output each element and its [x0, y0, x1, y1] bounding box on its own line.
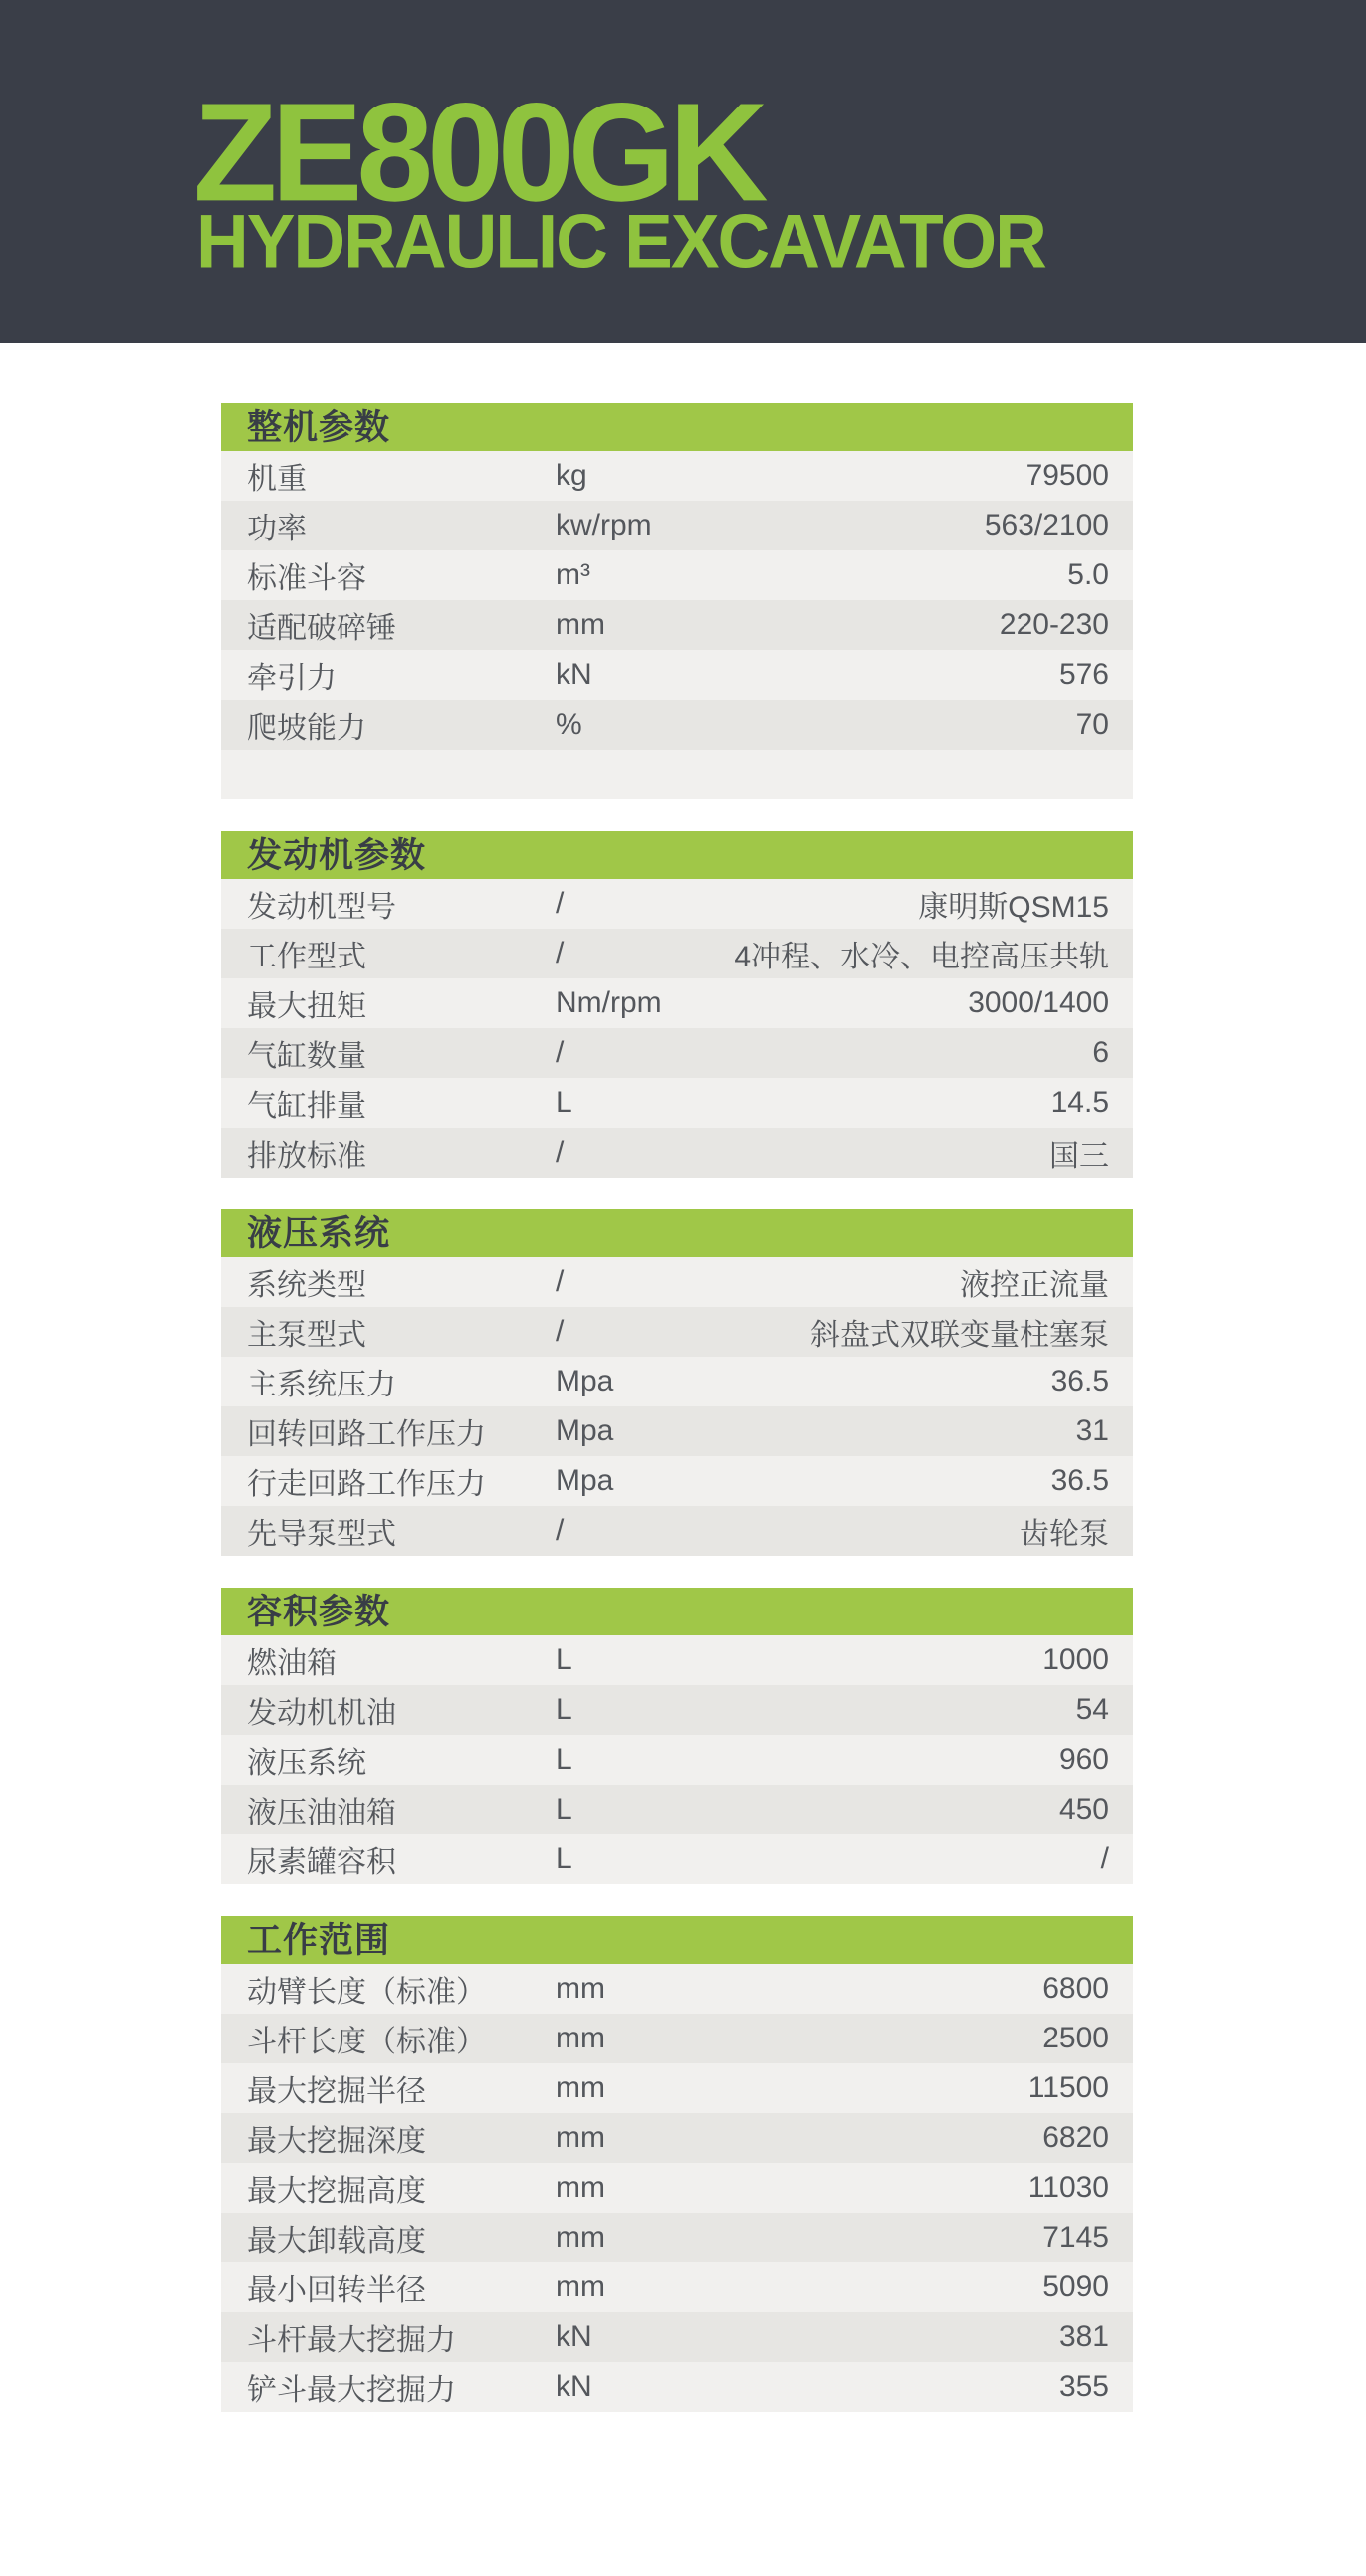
row-unit: L [556, 1793, 572, 1825]
table-row [221, 550, 1133, 600]
row-label: 气缸排量 [247, 1090, 366, 1123]
model-title: ZE800GK [193, 74, 763, 231]
row-label: 最小回转半径 [247, 2274, 426, 2307]
row-value: 11500 [1027, 2071, 1109, 2104]
spec-table [221, 1916, 1133, 2412]
row-unit: Mpa [556, 1414, 614, 1447]
table-header [221, 1916, 1133, 1964]
row-label: 功率 [247, 513, 307, 545]
row-label: 工作型式 [247, 941, 366, 973]
row-label: 液压油油箱 [247, 1797, 396, 1829]
row-label: 最大扭矩 [247, 990, 366, 1023]
row-label: 燃油箱 [247, 1647, 337, 1680]
spec-table [221, 831, 1133, 1178]
spec-tables [221, 403, 1133, 2444]
table-row [221, 700, 1133, 750]
table-row [221, 650, 1133, 700]
row-value: 450 [1058, 1793, 1109, 1825]
row-value: 1000 [1042, 1643, 1109, 1676]
table-header [221, 403, 1133, 451]
row-value: 220-230 [999, 608, 1109, 641]
row-label: 主系统压力 [247, 1369, 396, 1401]
row-unit: kg [556, 459, 587, 492]
row-label: 排放标准 [247, 1140, 366, 1173]
table-row [221, 1685, 1133, 1735]
row-unit: mm [556, 2171, 605, 2204]
row-value: 381 [1058, 2320, 1109, 2353]
row-label: 系统类型 [247, 1269, 366, 1302]
row-label: 最大挖掘高度 [247, 2175, 426, 2208]
table-header [221, 1209, 1133, 1257]
row-label: 气缸数量 [247, 1040, 366, 1073]
row-unit: L [556, 1842, 572, 1875]
row-label: 动臂长度（标准） [247, 1976, 486, 2009]
row-value: 4冲程、水冷、电控高压共轨 [734, 941, 1109, 973]
table-title: 发动机参数 [247, 835, 427, 875]
row-label: 爬坡能力 [247, 712, 366, 745]
row-value: 36.5 [1050, 1365, 1109, 1397]
table-row [221, 451, 1133, 501]
row-value: 2500 [1042, 2022, 1109, 2054]
table-rows [221, 1635, 1133, 1884]
row-unit: mm [556, 2121, 605, 2154]
row-label: 最大挖掘半径 [247, 2075, 426, 2108]
row-unit: kN [556, 2320, 592, 2353]
row-label: 发动机机油 [247, 1697, 396, 1730]
row-label: 斗杆长度（标准） [247, 2026, 486, 2058]
row-value: 斜盘式双联变量柱塞泵 [810, 1319, 1109, 1352]
spec-table [221, 403, 1133, 799]
row-label: 铲斗最大挖掘力 [247, 2374, 456, 2407]
row-unit: L [556, 1743, 572, 1776]
row-unit: / [556, 1315, 565, 1348]
row-value: 79500 [1025, 459, 1109, 492]
table-row [221, 1078, 1133, 1128]
row-unit: mm [556, 2270, 605, 2303]
row-value: 康明斯QSM15 [918, 891, 1109, 924]
row-unit: L [556, 1086, 572, 1119]
row-value: 3000/1400 [968, 986, 1109, 1019]
table-row [221, 1506, 1133, 1556]
row-value: 31 [1075, 1414, 1109, 1447]
table-title: 工作范围 [247, 1920, 391, 1960]
row-unit: kN [556, 658, 592, 691]
row-value: 36.5 [1050, 1464, 1109, 1497]
row-label: 最大卸载高度 [247, 2225, 426, 2257]
row-unit: / [556, 1265, 565, 1298]
table-row [221, 2362, 1133, 2412]
row-value: 6 [1092, 1036, 1109, 1069]
table-header [221, 831, 1133, 879]
row-label: 标准斗容 [247, 562, 366, 595]
table-row [221, 1128, 1133, 1178]
table-header [221, 1588, 1133, 1635]
table-row [221, 2262, 1133, 2312]
row-value: 6820 [1042, 2121, 1109, 2154]
row-unit: mm [556, 2071, 605, 2104]
row-unit: / [556, 1036, 565, 1069]
row-unit: Mpa [556, 1365, 614, 1397]
table-row [221, 1307, 1133, 1357]
table-row [221, 1257, 1133, 1307]
row-label: 最大挖掘深度 [247, 2125, 426, 2158]
row-unit: mm [556, 1972, 605, 2005]
row-label: 尿素罐容积 [247, 1846, 396, 1879]
table-row [221, 2113, 1133, 2163]
table-row [221, 2213, 1133, 2262]
row-value: 14.5 [1050, 1086, 1109, 1119]
table-row [221, 1028, 1133, 1078]
row-unit: % [556, 708, 582, 741]
table-title: 容积参数 [247, 1592, 391, 1631]
row-value: 国三 [1049, 1140, 1109, 1173]
row-unit: mm [556, 2022, 605, 2054]
row-label: 牵引力 [247, 662, 337, 695]
table-row [221, 501, 1133, 550]
row-value: 5090 [1042, 2270, 1109, 2303]
table-row [221, 1834, 1133, 1884]
row-label: 行走回路工作压力 [247, 1468, 486, 1501]
row-unit: / [556, 1136, 565, 1169]
row-unit: / [556, 937, 565, 969]
row-unit: / [556, 1514, 565, 1547]
row-unit: mm [556, 608, 605, 641]
row-label: 先导泵型式 [247, 1518, 396, 1551]
hero-banner [0, 0, 1366, 343]
row-value: 563/2100 [984, 509, 1109, 541]
row-label: 回转回路工作压力 [247, 1418, 486, 1451]
table-row [221, 929, 1133, 978]
table-row [221, 879, 1133, 929]
table-row [221, 1735, 1133, 1785]
row-value: 355 [1058, 2370, 1109, 2403]
table-rows [221, 1964, 1133, 2412]
table-row [221, 1357, 1133, 1406]
row-value: 6800 [1042, 1972, 1109, 2005]
hero-subtitle: HYDRAULIC EXCAVATOR [196, 199, 1045, 285]
table-row [221, 2312, 1133, 2362]
table-rows [221, 1257, 1133, 1556]
row-value: 7145 [1042, 2221, 1109, 2254]
spec-table [221, 1588, 1133, 1884]
table-row [221, 978, 1133, 1028]
table-row [221, 1635, 1133, 1685]
row-value: 576 [1058, 658, 1109, 691]
table-row [221, 2014, 1133, 2063]
row-unit: kN [556, 2370, 592, 2403]
table-title: 整机参数 [247, 407, 391, 447]
row-label: 斗杆最大挖掘力 [247, 2324, 456, 2357]
row-unit: mm [556, 2221, 605, 2254]
row-unit: Nm/rpm [556, 986, 662, 1019]
row-unit: / [556, 887, 565, 920]
row-label: 适配破碎锤 [247, 612, 396, 645]
row-unit: L [556, 1643, 572, 1676]
table-rows [221, 879, 1133, 1178]
row-value: 70 [1075, 708, 1109, 741]
table-row [221, 750, 1133, 799]
table-title: 液压系统 [247, 1213, 391, 1253]
table-row [221, 2163, 1133, 2213]
row-label: 机重 [247, 463, 307, 496]
row-value: / [1100, 1842, 1109, 1875]
row-unit: Mpa [556, 1464, 614, 1497]
row-value: 54 [1075, 1693, 1109, 1726]
table-row [221, 1406, 1133, 1456]
row-label: 主泵型式 [247, 1319, 366, 1352]
row-unit: m³ [556, 558, 590, 591]
row-value: 液控正流量 [960, 1269, 1109, 1302]
row-label: 发动机型号 [247, 891, 396, 924]
row-unit: L [556, 1693, 572, 1726]
spec-table [221, 1209, 1133, 1556]
row-value: 11030 [1027, 2171, 1109, 2204]
table-row [221, 600, 1133, 650]
row-unit: kw/rpm [556, 509, 652, 541]
row-value: 齿轮泵 [1020, 1518, 1109, 1551]
table-row [221, 1785, 1133, 1834]
table-rows [221, 451, 1133, 799]
row-label: 液压系统 [247, 1747, 366, 1780]
row-value: 960 [1058, 1743, 1109, 1776]
row-value: 5.0 [1067, 558, 1109, 591]
table-row [221, 1456, 1133, 1506]
table-row [221, 2063, 1133, 2113]
table-row [221, 1964, 1133, 2014]
